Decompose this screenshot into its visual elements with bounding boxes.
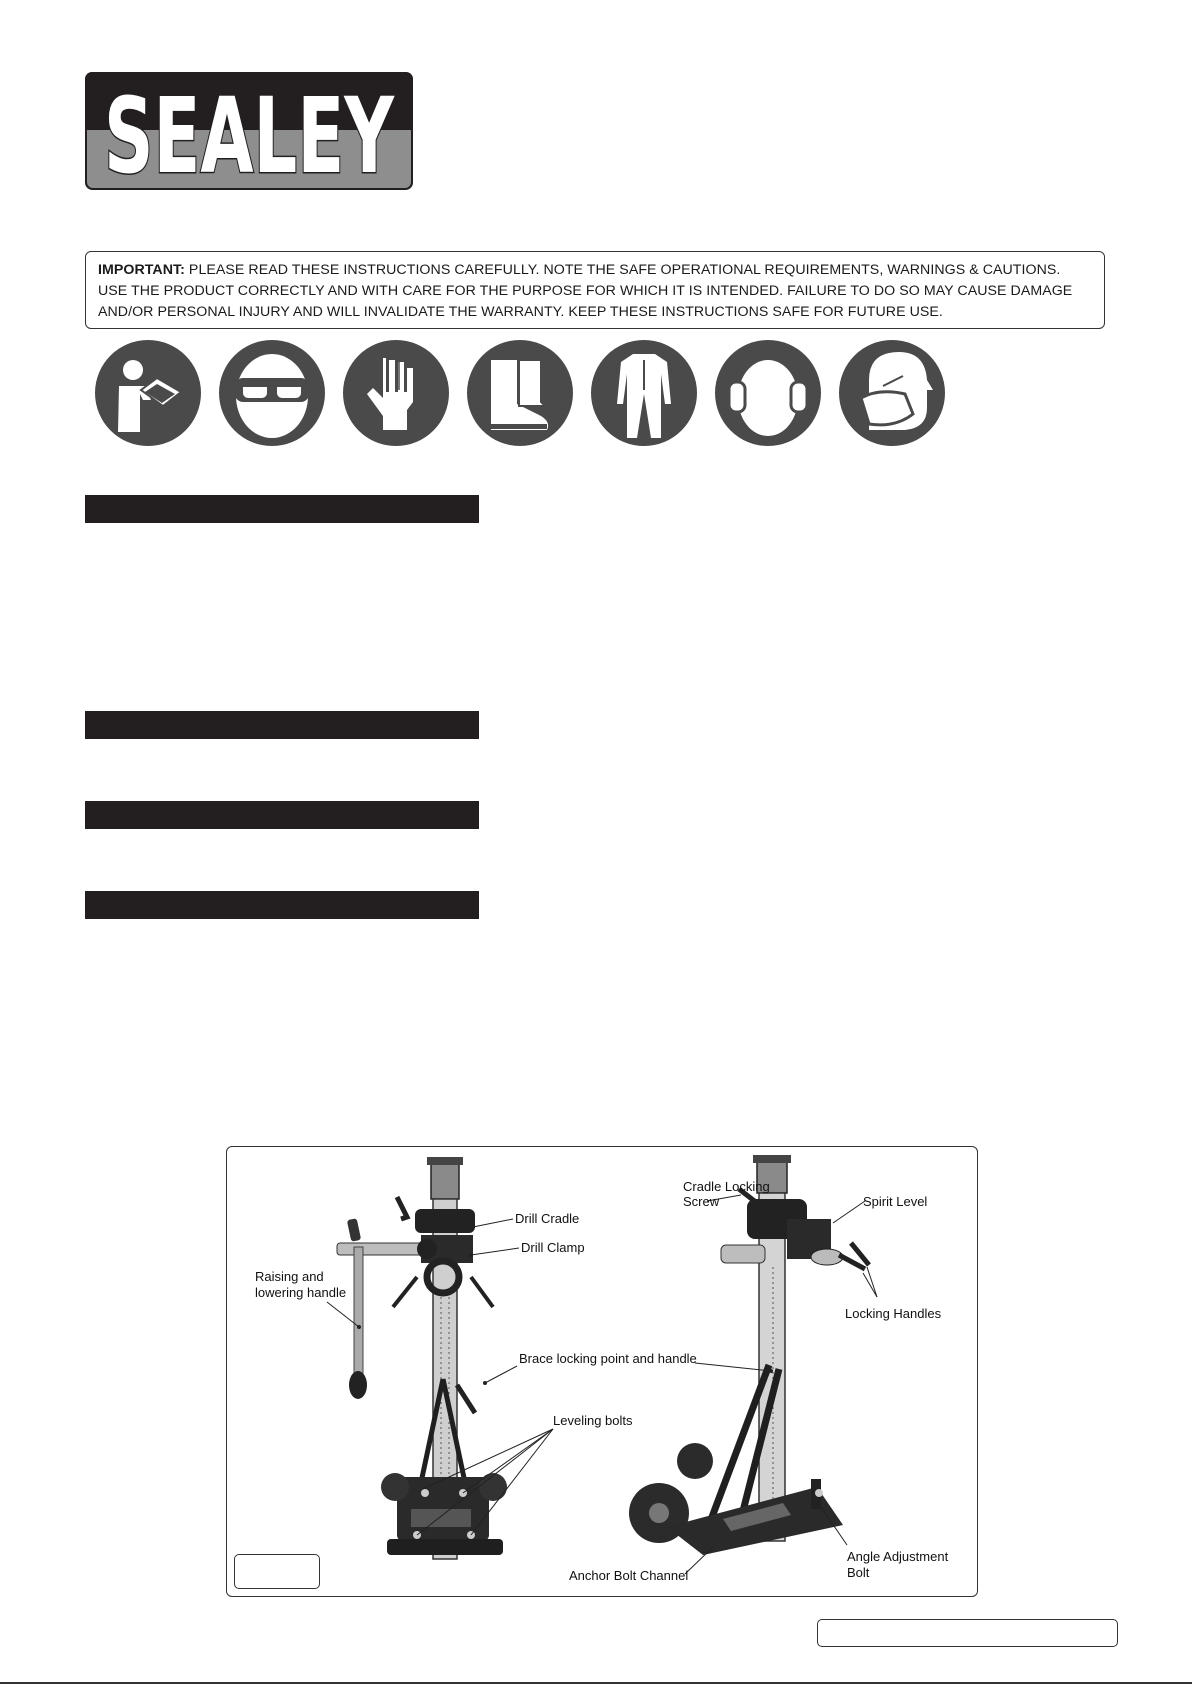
label-cradle-locking-1: Cradle Locking xyxy=(683,1179,770,1194)
important-label: IMPORTANT: xyxy=(98,262,185,278)
safety-boots-icon xyxy=(467,340,573,446)
label-drill-cradle: Drill Cradle xyxy=(515,1211,580,1226)
ear-defenders-icon xyxy=(715,340,821,446)
gloves-icon xyxy=(343,340,449,446)
important-notice xyxy=(85,251,1105,329)
label-angle-adjustment-1: Angle Adjustment xyxy=(847,1549,949,1564)
important-text: PLEASE READ THESE INSTRUCTIONS CAREFULLY. NOTE THE SAFE OPERATIONAL REQUIREMENTS, WARNINGS & CAUTIONS. USE THE PRODUCT CORRECTLY AND WITH CARE FOR THE PURPOSE FOR WHICH IT IS INTENDED. FAILURE TO DO SO MAY CAUSE DAMAGE AND/OR PERSONAL INJURY AND WILL INVALIDATE THE WARRANTY. KEEP THESE INSTRUCTIONS SAFE FOR FUTURE USE. xyxy=(98,262,1073,320)
dust-mask-icon xyxy=(839,340,945,446)
drill-stand-illustration xyxy=(227,1147,979,1598)
label-cradle-locking-2: Screw xyxy=(683,1194,720,1209)
label-brace: Brace locking point and handle xyxy=(519,1351,697,1366)
label-locking-handles: Locking Handles xyxy=(845,1306,942,1321)
label-angle-adjustment-2: Bolt xyxy=(847,1565,870,1580)
label-raising-line-1: Raising and xyxy=(255,1269,324,1284)
section-bar-2 xyxy=(85,711,479,739)
section-bar-3 xyxy=(85,801,479,829)
bottom-rule xyxy=(0,1682,1192,1684)
footer-reference-box xyxy=(817,1619,1118,1647)
section-bar-1 xyxy=(85,495,479,523)
section-bar-4 xyxy=(85,891,479,919)
sealey-logo xyxy=(85,72,413,197)
label-anchor-bolt-channel: Anchor Bolt Channel xyxy=(569,1568,689,1583)
front-view-stand xyxy=(337,1157,507,1559)
product-figure xyxy=(226,1146,978,1597)
label-spirit-level: Spirit Level xyxy=(863,1194,928,1209)
safety-goggles-icon xyxy=(219,340,325,446)
label-leveling-bolts: Leveling bolts xyxy=(553,1413,633,1428)
overalls-icon xyxy=(591,340,697,446)
read-manual-icon xyxy=(95,340,201,446)
figure-tag-box xyxy=(234,1554,320,1589)
label-drill-clamp: Drill Clamp xyxy=(521,1240,585,1255)
label-raising-line-2: lowering handle xyxy=(255,1285,347,1300)
logo-text: SEALEY xyxy=(104,75,396,197)
